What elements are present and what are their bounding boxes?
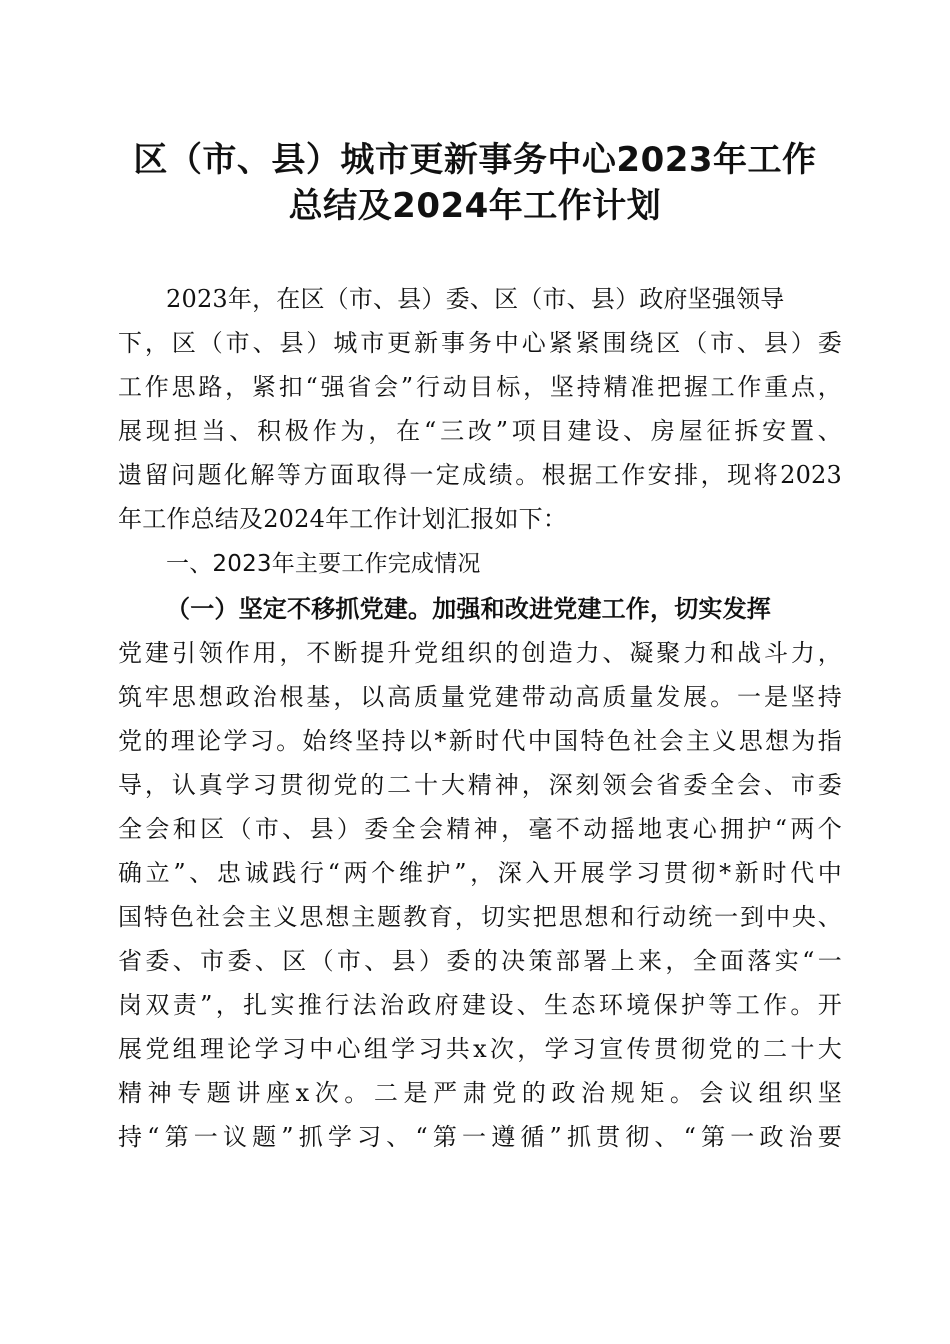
body-line: 2023年，在区（市、县）委、区（市、县）政府坚强领导 [166, 285, 785, 313]
body-line: 国特色社会主义思想主题教育，切实把思想和行动统一到中央、 [118, 903, 842, 931]
body-line: 下，区（市、县）城市更新事务中心紧紧围绕区（市、县）委 [118, 329, 842, 357]
body-line: 党建引领作用，不断提升党组织的创造力、凝聚力和战斗力， [118, 639, 842, 667]
document-title-line-2: 总结及2024年工作计划 [288, 186, 662, 226]
body-line: 岗双责”，扎实推行法治政府建设、生态环境保护等工作。开 [118, 991, 842, 1019]
body-line: 展党组理论学习中心组学习共x次，学习宣传贯彻党的二十大 [118, 1035, 842, 1063]
body-line: 精神专题讲座x次。二是严肃党的政治规矩。会议组织坚 [118, 1079, 842, 1107]
body-line: 省委、市委、区（市、县）委的决策部署上来，全面落实“一 [118, 947, 842, 975]
body-line: 展现担当、积极作为，在“三改”项目建设、房屋征拆安置、 [118, 417, 842, 445]
section-heading: 一、2023年主要工作完成情况 [166, 551, 481, 577]
document-title-line-1: 区（市、县）城市更新事务中心2023年工作 [133, 140, 817, 180]
body-line: 全会和区（市、县）委全会精神，毫不动摇地衷心拥护“两个 [118, 815, 842, 843]
body-line: 确立”、忠诚践行“两个维护”，深入开展学习贯彻*新时代中 [118, 859, 842, 887]
body-line: 遗留问题化解等方面取得一定成绩。根据工作安排，现将2023 [118, 461, 842, 489]
subsection-line: （一）坚定不移抓党建。加强和改进党建工作，切实发挥 [166, 594, 771, 623]
body-line: 筑牢思想政治根基，以高质量党建带动高质量发展。一是坚持 [118, 683, 842, 711]
body-line: 工作思路，紧扣“强省会”行动目标，坚持精准把握工作重点， [118, 373, 842, 401]
body-line: 导，认真学习贯彻党的二十大精神，深刻领会省委全会、市委 [118, 771, 842, 799]
body-line: 持“第一议题”抓学习、“第一遵循”抓贯彻、“第一政治要 [118, 1123, 842, 1151]
body-line: 党的理论学习。始终坚持以*新时代中国特色社会主义思想为指 [118, 727, 842, 755]
body-line: 年工作总结及2024年工作计划汇报如下： [118, 505, 568, 533]
